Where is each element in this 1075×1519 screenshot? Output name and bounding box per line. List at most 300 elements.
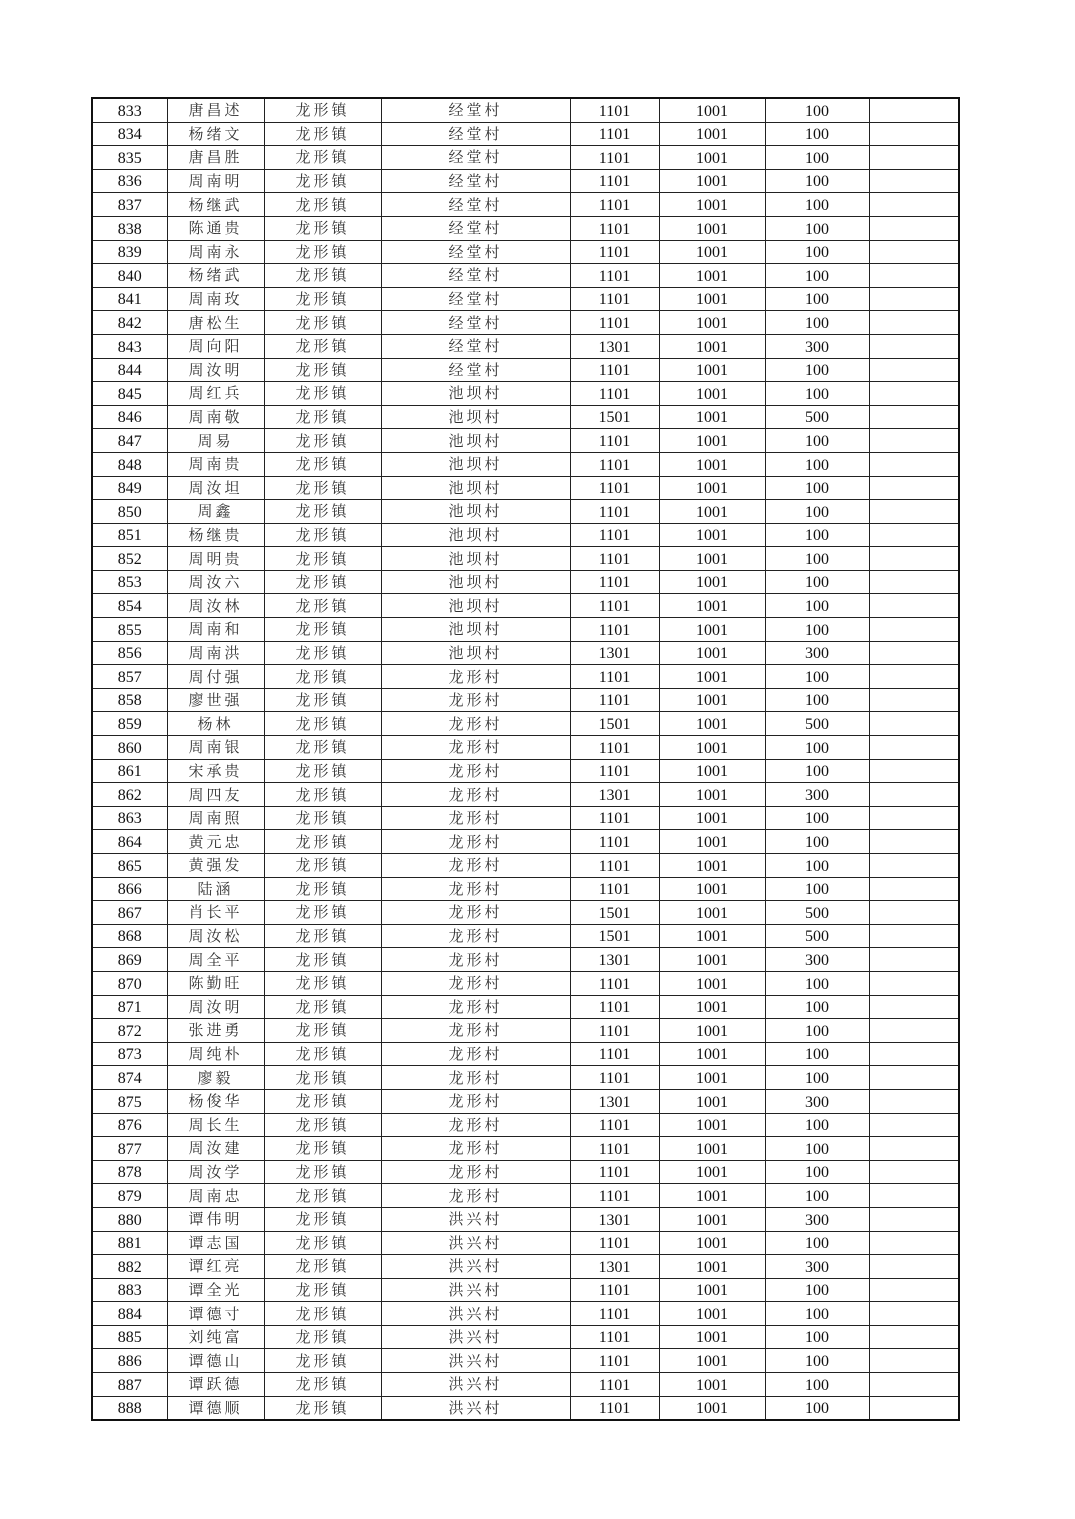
cell-code-b: 1001 [659, 1349, 765, 1373]
cell-row-number: 837 [92, 193, 167, 217]
cell-town: 龙形镇 [264, 1302, 381, 1326]
cell-remarks [869, 1278, 959, 1302]
cell-village: 池坝村 [381, 429, 570, 453]
cell-remarks [869, 1325, 959, 1349]
cell-name: 周汝明 [167, 358, 264, 382]
cell-amount: 100 [765, 216, 869, 240]
cell-village: 经堂村 [381, 334, 570, 358]
cell-remarks [869, 1089, 959, 1113]
cell-town: 龙形镇 [264, 287, 381, 311]
cell-remarks [869, 712, 959, 736]
cell-remarks [869, 854, 959, 878]
table-row [92, 830, 959, 854]
cell-remarks [869, 995, 959, 1019]
table-row [92, 1184, 959, 1208]
cell-village: 龙形村 [381, 712, 570, 736]
cell-row-number: 836 [92, 169, 167, 193]
cell-row-number: 864 [92, 830, 167, 854]
cell-row-number: 855 [92, 618, 167, 642]
cell-village: 经堂村 [381, 122, 570, 146]
cell-code-b: 1001 [659, 500, 765, 524]
cell-amount: 100 [765, 1349, 869, 1373]
cell-village: 经堂村 [381, 193, 570, 217]
table-row [92, 854, 959, 878]
cell-code-b: 1001 [659, 688, 765, 712]
cell-row-number: 838 [92, 216, 167, 240]
cell-town: 龙形镇 [264, 618, 381, 642]
cell-remarks [869, 806, 959, 830]
cell-row-number: 842 [92, 311, 167, 335]
cell-name: 谭德顺 [167, 1396, 264, 1420]
cell-row-number: 856 [92, 641, 167, 665]
table-row [92, 1373, 959, 1397]
cell-amount: 100 [765, 193, 869, 217]
cell-code-b: 1001 [659, 216, 765, 240]
cell-row-number: 857 [92, 665, 167, 689]
cell-code-b: 1001 [659, 736, 765, 760]
cell-amount: 300 [765, 1089, 869, 1113]
cell-row-number: 843 [92, 334, 167, 358]
cell-row-number: 844 [92, 358, 167, 382]
cell-name: 杨林 [167, 712, 264, 736]
cell-code-a: 1101 [570, 264, 659, 288]
cell-remarks [869, 1137, 959, 1161]
table-row [92, 1019, 959, 1043]
cell-village: 龙形村 [381, 1137, 570, 1161]
cell-code-b: 1001 [659, 618, 765, 642]
cell-remarks [869, 901, 959, 925]
cell-remarks [869, 452, 959, 476]
cell-town: 龙形镇 [264, 547, 381, 571]
cell-code-b: 1001 [659, 1255, 765, 1279]
cell-village: 龙形村 [381, 1160, 570, 1184]
cell-town: 龙形镇 [264, 1325, 381, 1349]
cell-code-b: 1001 [659, 240, 765, 264]
cell-code-b: 1001 [659, 334, 765, 358]
cell-code-b: 1001 [659, 122, 765, 146]
cell-row-number: 845 [92, 382, 167, 406]
cell-town: 龙形镇 [264, 736, 381, 760]
cell-name: 廖毅 [167, 1066, 264, 1090]
cell-amount: 100 [765, 146, 869, 170]
cell-remarks [869, 1160, 959, 1184]
cell-town: 龙形镇 [264, 193, 381, 217]
table-row [92, 1302, 959, 1326]
cell-code-b: 1001 [659, 924, 765, 948]
cell-code-b: 1001 [659, 358, 765, 382]
cell-town: 龙形镇 [264, 216, 381, 240]
cell-remarks [869, 1066, 959, 1090]
cell-village: 洪兴村 [381, 1349, 570, 1373]
table-row [92, 570, 959, 594]
cell-amount: 300 [765, 783, 869, 807]
cell-town: 龙形镇 [264, 641, 381, 665]
table-row [92, 1349, 959, 1373]
cell-code-a: 1101 [570, 240, 659, 264]
cell-amount: 500 [765, 712, 869, 736]
cell-name: 唐昌胜 [167, 146, 264, 170]
cell-name: 周付强 [167, 665, 264, 689]
cell-code-a: 1101 [570, 216, 659, 240]
cell-code-b: 1001 [659, 1160, 765, 1184]
cell-row-number: 840 [92, 264, 167, 288]
cell-remarks [869, 476, 959, 500]
table-row [92, 169, 959, 193]
cell-name: 周汝坦 [167, 476, 264, 500]
cell-remarks [869, 240, 959, 264]
cell-code-b: 1001 [659, 854, 765, 878]
cell-code-a: 1101 [570, 736, 659, 760]
cell-village: 经堂村 [381, 240, 570, 264]
cell-village: 经堂村 [381, 146, 570, 170]
cell-town: 龙形镇 [264, 877, 381, 901]
cell-town: 龙形镇 [264, 1042, 381, 1066]
cell-name: 周南洪 [167, 641, 264, 665]
cell-code-a: 1301 [570, 334, 659, 358]
cell-village: 经堂村 [381, 264, 570, 288]
cell-code-b: 1001 [659, 759, 765, 783]
cell-village: 龙形村 [381, 830, 570, 854]
cell-amount: 100 [765, 547, 869, 571]
cell-amount: 100 [765, 736, 869, 760]
cell-amount: 100 [765, 264, 869, 288]
cell-code-b: 1001 [659, 1089, 765, 1113]
cell-code-b: 1001 [659, 971, 765, 995]
cell-village: 经堂村 [381, 287, 570, 311]
table-row [92, 618, 959, 642]
cell-amount: 100 [765, 618, 869, 642]
table-row [92, 1255, 959, 1279]
table-row [92, 476, 959, 500]
table-row [92, 995, 959, 1019]
cell-name: 杨绪武 [167, 264, 264, 288]
cell-row-number: 848 [92, 452, 167, 476]
cell-row-number: 880 [92, 1207, 167, 1231]
cell-village: 龙形村 [381, 1113, 570, 1137]
cell-row-number: 878 [92, 1160, 167, 1184]
cell-remarks [869, 358, 959, 382]
cell-code-b: 1001 [659, 523, 765, 547]
cell-town: 龙形镇 [264, 806, 381, 830]
cell-name: 周南玫 [167, 287, 264, 311]
cell-code-b: 1001 [659, 476, 765, 500]
cell-town: 龙形镇 [264, 759, 381, 783]
cell-amount: 100 [765, 1396, 869, 1420]
cell-code-a: 1101 [570, 311, 659, 335]
cell-amount: 100 [765, 688, 869, 712]
cell-code-b: 1001 [659, 806, 765, 830]
cell-remarks [869, 1231, 959, 1255]
cell-code-b: 1001 [659, 1184, 765, 1208]
cell-village: 龙形村 [381, 1042, 570, 1066]
cell-code-a: 1301 [570, 1207, 659, 1231]
cell-town: 龙形镇 [264, 948, 381, 972]
cell-code-b: 1001 [659, 665, 765, 689]
cell-town: 龙形镇 [264, 240, 381, 264]
table-row [92, 688, 959, 712]
cell-remarks [869, 98, 959, 122]
cell-remarks [869, 1255, 959, 1279]
cell-code-a: 1101 [570, 1184, 659, 1208]
cell-row-number: 841 [92, 287, 167, 311]
table-row [92, 594, 959, 618]
cell-code-a: 1101 [570, 618, 659, 642]
cell-town: 龙形镇 [264, 1066, 381, 1090]
cell-row-number: 852 [92, 547, 167, 571]
table-row [92, 877, 959, 901]
cell-name: 谭德寸 [167, 1302, 264, 1326]
table-row [92, 146, 959, 170]
cell-town: 龙形镇 [264, 405, 381, 429]
cell-town: 龙形镇 [264, 382, 381, 406]
table-row [92, 452, 959, 476]
table-row [92, 287, 959, 311]
cell-village: 龙形村 [381, 901, 570, 925]
cell-code-a: 1101 [570, 1231, 659, 1255]
cell-code-b: 1001 [659, 429, 765, 453]
cell-code-a: 1101 [570, 1066, 659, 1090]
cell-amount: 100 [765, 1042, 869, 1066]
cell-name: 周全平 [167, 948, 264, 972]
cell-amount: 100 [765, 169, 869, 193]
cell-name: 肖长平 [167, 901, 264, 925]
cell-amount: 100 [765, 570, 869, 594]
cell-amount: 300 [765, 948, 869, 972]
cell-town: 龙形镇 [264, 476, 381, 500]
cell-village: 龙形村 [381, 806, 570, 830]
table-row [92, 1231, 959, 1255]
cell-row-number: 886 [92, 1349, 167, 1373]
cell-code-a: 1101 [570, 759, 659, 783]
cell-row-number: 874 [92, 1066, 167, 1090]
cell-remarks [869, 1396, 959, 1420]
cell-code-b: 1001 [659, 382, 765, 406]
cell-amount: 100 [765, 854, 869, 878]
cell-name: 刘纯富 [167, 1325, 264, 1349]
cell-remarks [869, 665, 959, 689]
cell-code-a: 1101 [570, 476, 659, 500]
cell-name: 周南照 [167, 806, 264, 830]
cell-town: 龙形镇 [264, 169, 381, 193]
cell-code-a: 1101 [570, 1042, 659, 1066]
cell-code-a: 1101 [570, 971, 659, 995]
table-row [92, 193, 959, 217]
cell-town: 龙形镇 [264, 1231, 381, 1255]
cell-remarks [869, 146, 959, 170]
cell-amount: 500 [765, 924, 869, 948]
cell-town: 龙形镇 [264, 570, 381, 594]
table-row [92, 98, 959, 122]
cell-code-a: 1101 [570, 122, 659, 146]
cell-amount: 100 [765, 240, 869, 264]
cell-name: 周南忠 [167, 1184, 264, 1208]
cell-town: 龙形镇 [264, 924, 381, 948]
table-row [92, 500, 959, 524]
cell-remarks [869, 547, 959, 571]
cell-code-b: 1001 [659, 712, 765, 736]
cell-code-a: 1101 [570, 688, 659, 712]
cell-amount: 100 [765, 806, 869, 830]
cell-town: 龙形镇 [264, 1160, 381, 1184]
cell-code-a: 1501 [570, 712, 659, 736]
cell-name: 谭伟明 [167, 1207, 264, 1231]
cell-amount: 100 [765, 429, 869, 453]
cell-name: 周汝六 [167, 570, 264, 594]
cell-amount: 100 [765, 1137, 869, 1161]
cell-code-a: 1501 [570, 924, 659, 948]
cell-village: 池坝村 [381, 618, 570, 642]
table-row [92, 924, 959, 948]
cell-town: 龙形镇 [264, 452, 381, 476]
cell-remarks [869, 688, 959, 712]
cell-village: 池坝村 [381, 452, 570, 476]
cell-amount: 100 [765, 995, 869, 1019]
cell-amount: 100 [765, 665, 869, 689]
cell-village: 洪兴村 [381, 1207, 570, 1231]
cell-name: 唐松生 [167, 311, 264, 335]
cell-village: 龙形村 [381, 1066, 570, 1090]
cell-village: 龙形村 [381, 1089, 570, 1113]
cell-name: 谭志国 [167, 1231, 264, 1255]
cell-row-number: 850 [92, 500, 167, 524]
cell-name: 唐昌述 [167, 98, 264, 122]
cell-code-b: 1001 [659, 287, 765, 311]
cell-town: 龙形镇 [264, 1137, 381, 1161]
cell-amount: 100 [765, 1302, 869, 1326]
cell-village: 池坝村 [381, 500, 570, 524]
cell-code-a: 1101 [570, 1113, 659, 1137]
cell-code-a: 1301 [570, 641, 659, 665]
cell-amount: 300 [765, 334, 869, 358]
cell-village: 龙形村 [381, 948, 570, 972]
cell-name: 谭全光 [167, 1278, 264, 1302]
table-row [92, 1089, 959, 1113]
cell-row-number: 853 [92, 570, 167, 594]
cell-name: 周四友 [167, 783, 264, 807]
cell-town: 龙形镇 [264, 1113, 381, 1137]
cell-town: 龙形镇 [264, 500, 381, 524]
cell-town: 龙形镇 [264, 264, 381, 288]
table-row [92, 1278, 959, 1302]
cell-village: 洪兴村 [381, 1373, 570, 1397]
cell-village: 洪兴村 [381, 1278, 570, 1302]
table-row [92, 311, 959, 335]
cell-code-b: 1001 [659, 594, 765, 618]
cell-row-number: 846 [92, 405, 167, 429]
cell-name: 廖世强 [167, 688, 264, 712]
cell-town: 龙形镇 [264, 1373, 381, 1397]
cell-remarks [869, 122, 959, 146]
cell-code-b: 1001 [659, 1066, 765, 1090]
cell-code-b: 1001 [659, 877, 765, 901]
cell-code-b: 1001 [659, 1137, 765, 1161]
cell-village: 龙形村 [381, 854, 570, 878]
cell-remarks [869, 594, 959, 618]
cell-remarks [869, 783, 959, 807]
cell-town: 龙形镇 [264, 146, 381, 170]
cell-code-b: 1001 [659, 1278, 765, 1302]
cell-town: 龙形镇 [264, 98, 381, 122]
cell-village: 池坝村 [381, 570, 570, 594]
table-row [92, 806, 959, 830]
cell-remarks [869, 948, 959, 972]
cell-name: 周南永 [167, 240, 264, 264]
cell-town: 龙形镇 [264, 1089, 381, 1113]
cell-village: 池坝村 [381, 547, 570, 571]
cell-row-number: 876 [92, 1113, 167, 1137]
cell-village: 经堂村 [381, 98, 570, 122]
cell-town: 龙形镇 [264, 1207, 381, 1231]
table-row [92, 1396, 959, 1420]
cell-row-number: 858 [92, 688, 167, 712]
cell-name: 周南和 [167, 618, 264, 642]
table-row [92, 523, 959, 547]
cell-name: 周南银 [167, 736, 264, 760]
cell-remarks [869, 1113, 959, 1137]
cell-code-a: 1101 [570, 1349, 659, 1373]
cell-code-a: 1101 [570, 665, 659, 689]
cell-code-b: 1001 [659, 1019, 765, 1043]
cell-code-b: 1001 [659, 948, 765, 972]
cell-row-number: 835 [92, 146, 167, 170]
cell-amount: 300 [765, 641, 869, 665]
cell-village: 经堂村 [381, 216, 570, 240]
cell-row-number: 847 [92, 429, 167, 453]
table-row [92, 334, 959, 358]
cell-code-a: 1101 [570, 193, 659, 217]
cell-name: 谭红亮 [167, 1255, 264, 1279]
table-row [92, 759, 959, 783]
cell-code-a: 1101 [570, 1302, 659, 1326]
cell-remarks [869, 523, 959, 547]
cell-code-b: 1001 [659, 1042, 765, 1066]
cell-town: 龙形镇 [264, 712, 381, 736]
cell-code-b: 1001 [659, 547, 765, 571]
cell-village: 池坝村 [381, 476, 570, 500]
cell-remarks [869, 500, 959, 524]
cell-name: 杨俊华 [167, 1089, 264, 1113]
cell-code-b: 1001 [659, 1325, 765, 1349]
cell-row-number: 867 [92, 901, 167, 925]
table-row [92, 1160, 959, 1184]
table-row [92, 712, 959, 736]
cell-amount: 100 [765, 452, 869, 476]
cell-amount: 300 [765, 1255, 869, 1279]
cell-code-a: 1101 [570, 1278, 659, 1302]
cell-remarks [869, 1042, 959, 1066]
cell-name: 周汝林 [167, 594, 264, 618]
cell-name: 杨继武 [167, 193, 264, 217]
cell-amount: 100 [765, 1278, 869, 1302]
cell-amount: 100 [765, 382, 869, 406]
cell-village: 龙形村 [381, 759, 570, 783]
table-row [92, 1207, 959, 1231]
cell-remarks [869, 736, 959, 760]
cell-code-a: 1301 [570, 1255, 659, 1279]
cell-amount: 100 [765, 311, 869, 335]
cell-amount: 100 [765, 1113, 869, 1137]
cell-town: 龙形镇 [264, 358, 381, 382]
cell-name: 陈通贵 [167, 216, 264, 240]
cell-name: 周南贵 [167, 452, 264, 476]
cell-row-number: 882 [92, 1255, 167, 1279]
cell-code-b: 1001 [659, 452, 765, 476]
cell-remarks [869, 334, 959, 358]
cell-code-a: 1101 [570, 287, 659, 311]
cell-code-a: 1501 [570, 901, 659, 925]
cell-town: 龙形镇 [264, 1019, 381, 1043]
cell-village: 龙形村 [381, 665, 570, 689]
